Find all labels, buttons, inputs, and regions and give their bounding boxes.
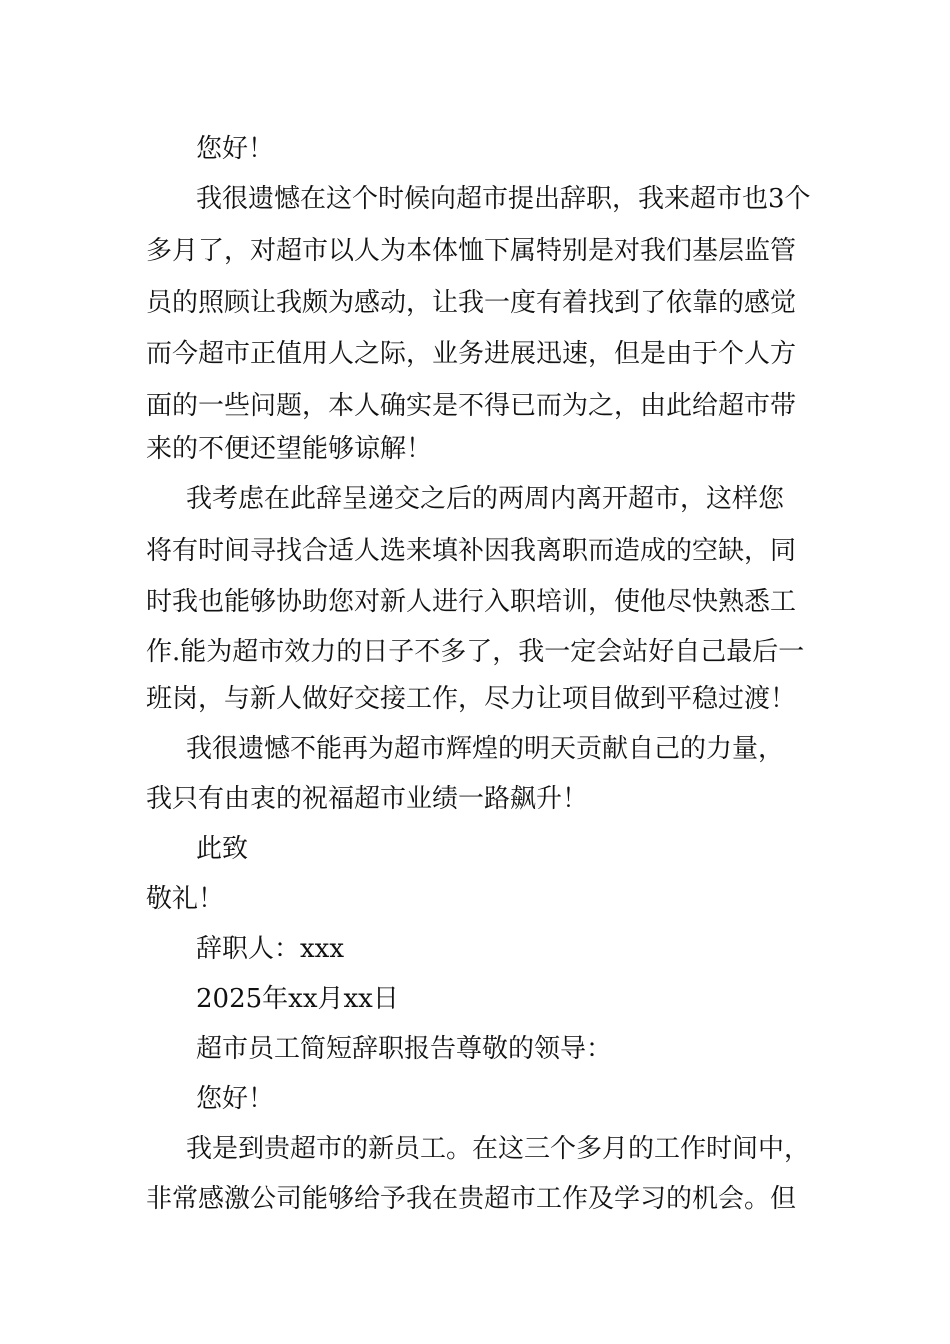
paragraph-line: 时我也能够协助您对新人进行入职培训，使他尽快熟悉工: [146, 587, 797, 617]
paragraph-line: 而今超市正值用人之际，业务进展迅速，但是由于个人方: [146, 339, 797, 369]
paragraph-line: 员的照顾让我颇为感动，让我一度有着找到了依靠的感觉: [146, 288, 797, 318]
paragraph-line: 多月了，对超市以人为本体恤下属特别是对我们基层监管: [146, 236, 797, 266]
date-line: 2025年xx月xx日: [196, 984, 399, 1014]
paragraph-line: 我很遗憾不能再为超市辉煌的明天贡献自己的力量，: [186, 734, 785, 764]
closing-phrase: 此致: [196, 834, 249, 864]
signature: 辞职人：xxx: [196, 934, 344, 964]
paragraph-line: 面的一些问题，本人确实是不得已而为之，由此给超市带: [146, 391, 797, 421]
paragraph-line: 我是到贵超市的新员工。在这三个多月的工作时间中，: [186, 1134, 811, 1164]
greeting: 您好！: [196, 1084, 275, 1114]
salutation: 敬礼！: [146, 884, 225, 914]
section-title: 超市员工简短辞职报告尊敬的领导：: [196, 1034, 613, 1064]
paragraph-line: 将有时间寻找合适人选来填补因我离职而造成的空缺，同: [146, 536, 797, 566]
paragraph-line: 我考虑在此辞呈递交之后的两周内离开超市，这样您: [186, 484, 785, 514]
paragraph-line: 班岗，与新人做好交接工作，尽力让项目做到平稳过渡！: [146, 684, 797, 714]
paragraph-line: 非常感激公司能够给予我在贵超市工作及学习的机会。但: [146, 1184, 797, 1214]
greeting: 您好！: [196, 134, 275, 164]
paragraph-line: 我很遗憾在这个时候向超市提出辞职，我来超市也3个: [196, 184, 811, 214]
paragraph-line: 来的不便还望能够谅解！: [146, 434, 433, 464]
paragraph-line: 我只有由衷的祝福超市业绩一路飙升！: [146, 784, 589, 814]
paragraph-line: 作.能为超市效力的日子不多了，我一定会站好自己最后一: [146, 637, 805, 667]
